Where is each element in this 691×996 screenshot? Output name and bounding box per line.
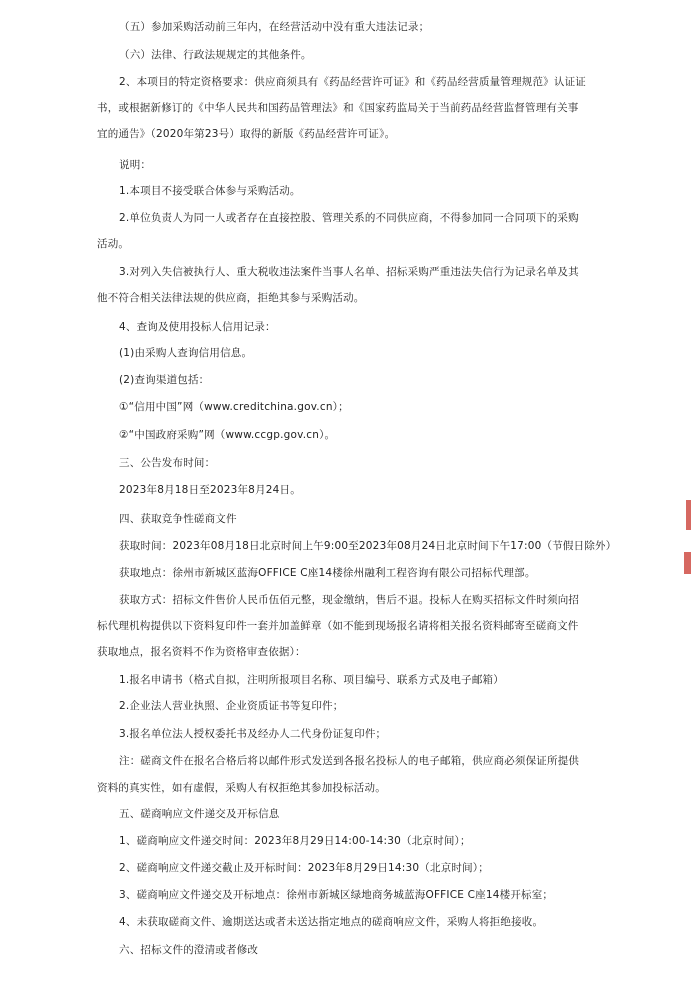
document-line: 三、公告发布时间： [119,457,216,469]
document-line: 3.报名单位法人授权委托书及经办人二代身份证复印件； [119,728,387,740]
document-line: 他不符合相关法律法规的供应商，拒绝其参与采购活动。 [97,292,365,304]
document-line: （六）法律、行政法规规定的其他条件。 [119,49,312,61]
document-line: 活动。 [97,238,130,250]
document-line: 注：磋商文件在报名合格后将以邮件形式发送到各报名投标人的电子邮箱，供应商必须保证所提供 [119,755,580,767]
document-line: (2)查询渠道包括： [119,374,210,386]
seal-stamp-edge-bottom [684,552,691,574]
seal-stamp-edge-top [686,500,691,530]
document-line: 标代理机构提供以下资料复印件一套并加盖鲜章（如不能到现场报名请将相关报名资料邮寄至磋商文件 [97,620,579,632]
document-line: 获取时间：2023年08月18日北京时间上午9:00至2023年08月24日北京时间下午17:00（节假日除外） [119,540,617,552]
document-line: （五）参加采购活动前三年内，在经营活动中没有重大违法记录； [119,21,430,33]
document-line: ②“中国政府采购”网（www.ccgp.gov.cn）。 [119,429,336,441]
document-line: 2.企业法人营业执照、企业资质证书等复印件； [119,700,344,712]
document-line: 1、磋商响应文件递交时间：2023年8月29日14:00-14:30（北京时间）； [119,835,471,847]
document-line: 2.单位负责人为同一人或者存在直接控股、管理关系的不同供应商，不得参加同一合同项下的采购 [119,212,579,224]
document-line: 1.本项目不接受联合体参与采购活动。 [119,185,301,197]
document-line: 3.对列入失信被执行人、重大税收违法案件当事人名单、招标采购严重违法失信行为记录名单及其 [119,266,579,278]
document-line: 3、磋商响应文件递交及开标地点：徐州市新城区绿地商务城蓝海OFFICE C座14楼开标室； [119,889,554,901]
document-line: ①“信用中国”网（www.creditchina.gov.cn）； [119,401,349,413]
document-line: 六、招标文件的澄清或者修改 [119,944,259,956]
document-line: 2、磋商响应文件递交截止及开标时间：2023年8月29日14:30（北京时间）； [119,862,489,874]
document-line: 获取地点，报名资料不作为资格审查依据）： [97,646,306,658]
document-line: 获取地点：徐州市新城区蓝海OFFICE C座14楼徐州融利工程咨询有限公司招标代理部。 [119,567,536,579]
document-line: 1.报名申请书（格式自拟，注明所报项目名称、项目编号、联系方式及电子邮箱） [119,674,504,686]
document-line: 获取方式：招标文件售价人民币伍佰元整，现金缴纳，售后不退。投标人在购买招标文件时须向招 [119,594,580,606]
document-line: 五、磋商响应文件递交及开标信息 [119,808,280,820]
document-line: 说明： [119,159,152,171]
document-line: 四、获取竞争性磋商文件 [119,513,237,525]
document-line: 4、未获取磋商文件、逾期送达或者未送达指定地点的磋商响应文件，采购人将拒绝接收。 [119,916,544,928]
document-line: 宜的通告》（2020年第23号）取得的新版《药品经营许可证》。 [97,128,396,140]
document-line: 2、本项目的特定资格要求：供应商须具有《药品经营许可证》和《药品经营质量管理规范》认证证 [119,76,586,88]
document-line: 资料的真实性，如有虚假，采购人有权拒绝其参加投标活动。 [97,782,386,794]
document-line: 书，或根据新修订的《中华人民共和国药品管理法》和《国家药监局关于当前药品经营监督管理有关事 [97,102,579,114]
document-line: 4、查询及使用投标人信用记录： [119,321,276,333]
document-line: (1)由采购人查询信用信息。 [119,347,253,359]
document-line: 2023年8月18日至2023年8月24日。 [119,484,301,496]
